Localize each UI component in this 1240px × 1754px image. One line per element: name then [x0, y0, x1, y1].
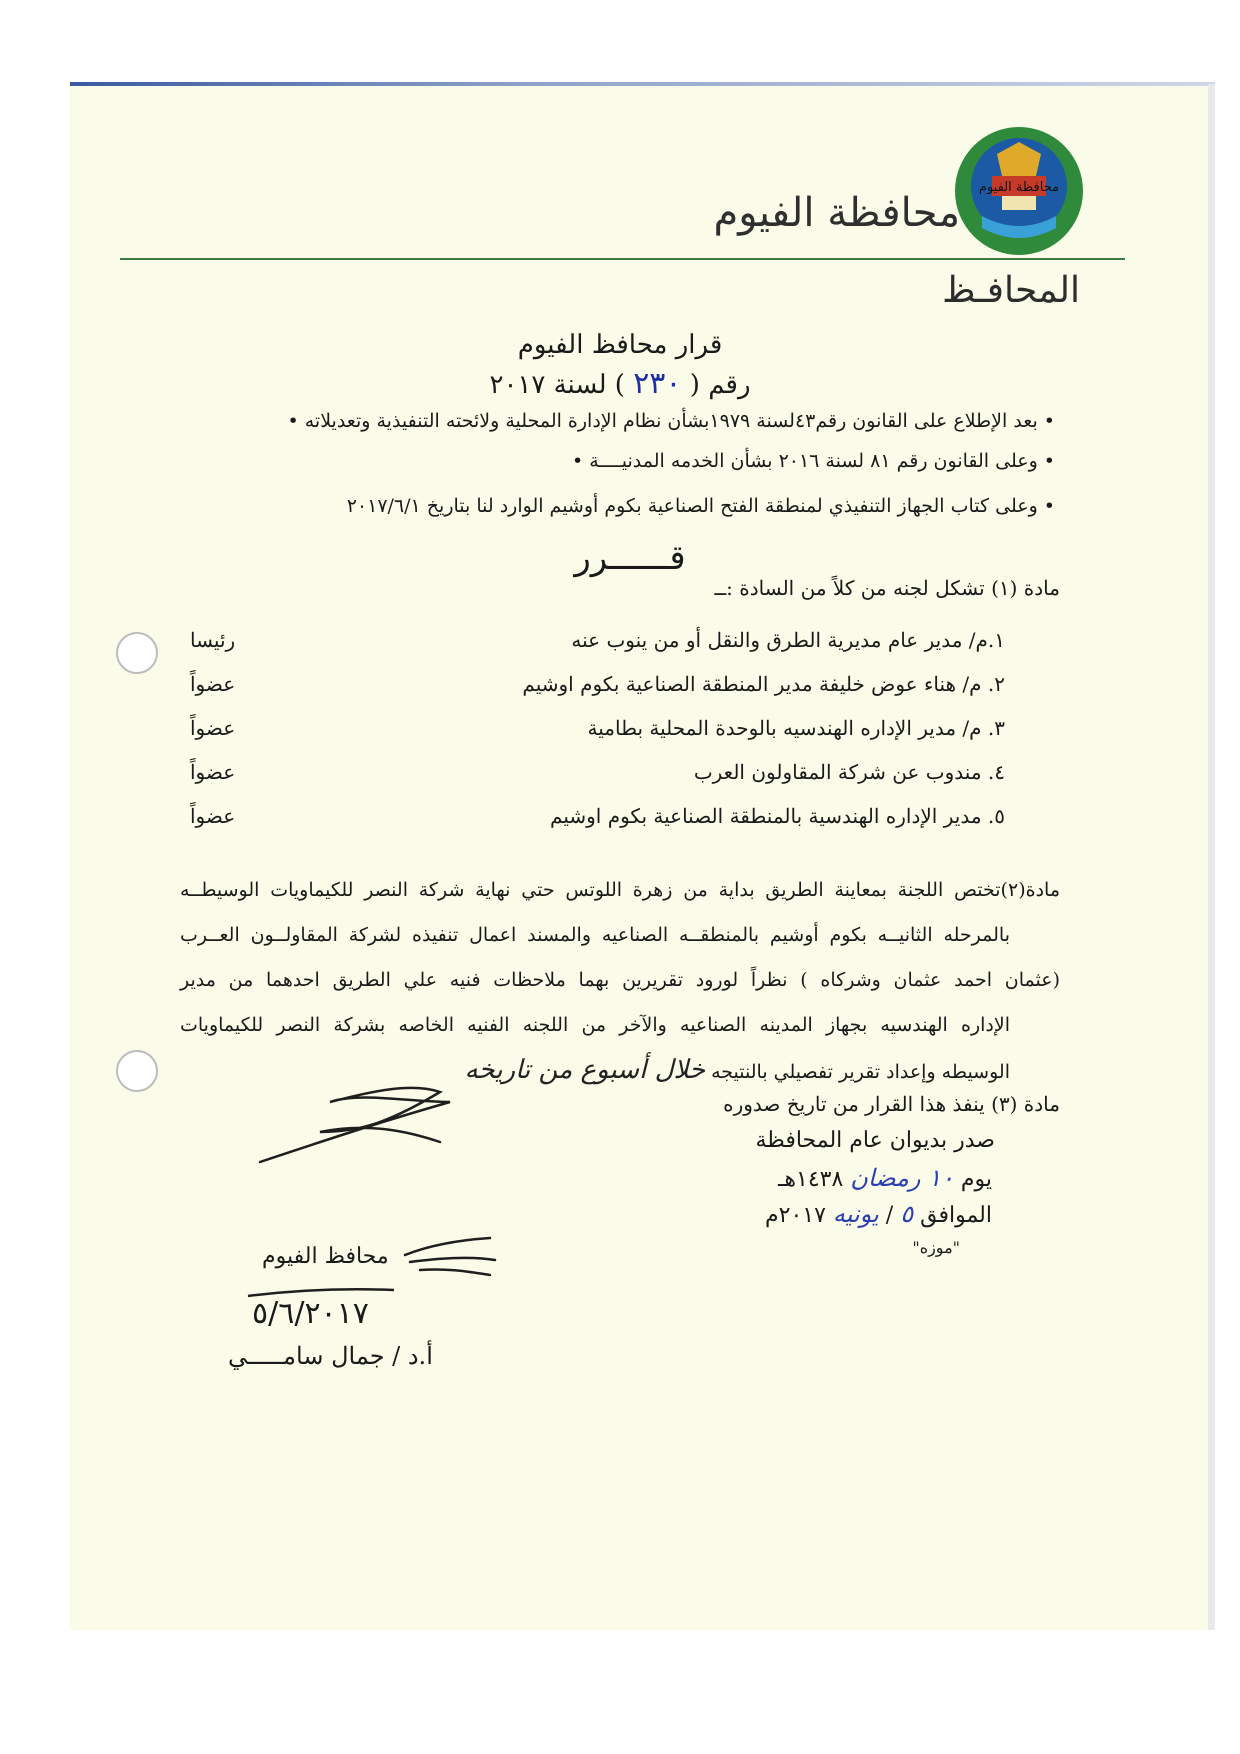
committee-member-row	[180, 672, 1085, 708]
article2-signature-mark	[240, 1062, 480, 1172]
issued-at: صدر بديوان عام المحافظة	[755, 1128, 995, 1153]
preamble-line: • وعلى القانون رقم ٨١ لسنة ٢٠١٦ بشأن الخدمه المدنيــــة •	[572, 450, 1055, 472]
committee-member-row	[180, 760, 1085, 796]
office-title: المحافـظ	[942, 270, 1080, 311]
issuance-day-line	[778, 1164, 992, 1192]
governor-signature-date: ٥/٦/٢٠١٧	[252, 1296, 369, 1331]
member-role: رئيسا	[190, 628, 236, 652]
member-role: عضواً	[190, 760, 236, 784]
committee-member-row	[180, 628, 1085, 664]
member-role: عضواً	[190, 672, 236, 696]
agreement-day: ٥	[900, 1200, 914, 1228]
scan-top-edge	[70, 82, 1215, 86]
governorate-name: محافظة الفيوم	[713, 190, 960, 236]
article2-line: بالمرحله الثانيــه بكوم أوشيم بالمنطقــه الصناعيه والمسند اعمال تنفيذه لشركة المقاولــون العــرب	[180, 924, 1010, 946]
governor-name: أ.د / جمال سامـــــي	[228, 1342, 433, 1370]
member-name: ٢. م/ هناء عوض خليفة مدير المنطقة الصناعية بكوم اوشيم	[522, 672, 1005, 696]
preamble-line: • وعلى كتاب الجهاز التنفيذي لمنطقة الفتح الصناعية بكوم أوشيم الوارد لنا بتاريخ ٢٠١٧/٦/١	[346, 495, 1055, 517]
day-handwritten: ١٠ رمضان	[850, 1164, 954, 1192]
decree-number-prefix: رقم (	[689, 370, 751, 400]
logo-text: محافظة الفيوم	[978, 180, 1060, 195]
decree-number-handwritten: ٢٣٠	[633, 366, 682, 401]
header-divider	[120, 258, 1125, 260]
article2-line: (عثمان احمد عثمان وشركاه ) نظراً لورود تقريرين بهما ملاحظات فنيه علي الطريق احدهما من مدير	[180, 969, 1060, 991]
governor-signature-title: محافظ الفيوم	[262, 1244, 389, 1269]
governor-signature-mark	[400, 1230, 500, 1280]
issuance-agreement-line: الموافق ٥ / يونيه ٢٠١٧م	[765, 1200, 992, 1228]
article2-line: الوسيطه وإعداد تقرير تفصيلي بالنتيجه	[711, 1061, 1010, 1083]
handwritten-addition: خلال أسبوع من تاريخه	[464, 1055, 706, 1085]
governorate-logo-emblem	[952, 124, 1086, 258]
scan-right-edge	[1208, 84, 1215, 1630]
member-name: ٣. م/ مدير الإداره الهندسيه بالوحدة المحلية بطامية	[587, 716, 1005, 740]
article2-line: الإداره الهندسيه بجهاز المدينه الصناعيه والآخر من اللجنه الفنيه الخاصه بشركة النصر للكيماويات	[180, 1014, 1010, 1036]
member-role: عضواً	[190, 804, 236, 828]
decree-title: قرار محافظ الفيوم	[517, 330, 723, 360]
committee-member-row	[180, 804, 1085, 840]
member-role: عضواً	[190, 716, 236, 740]
decided-heading: قــــــرر	[574, 538, 686, 578]
paper-sheet	[70, 84, 1215, 1630]
agreement-label: الموافق	[920, 1203, 992, 1228]
decree-number	[420, 366, 820, 401]
agreement-handwritten: يونيه	[832, 1200, 879, 1228]
decree-number-suffix: ) لسنة ٢٠١٧	[489, 370, 625, 400]
gregorian-year: ٢٠١٧م	[765, 1203, 826, 1228]
article3: مادة (٣) ينفذ هذا القرار من تاريخ صدوره	[723, 1092, 1060, 1116]
day-label: يوم	[960, 1167, 992, 1192]
article2-paragraph	[180, 868, 1060, 1095]
committee-member-row	[180, 716, 1085, 752]
hijri-year: ١٤٣٨هـ	[777, 1167, 844, 1192]
member-name: ١.م/ مدير عام مديرية الطرق والنقل أو من ينوب عنه	[571, 628, 1005, 652]
article1-heading: مادة (١) تشكل لجنه من كلاً من السادة :ــ	[714, 576, 1060, 600]
member-name: ٤. مندوب عن شركة المقاولون العرب	[693, 760, 1005, 784]
punch-hole	[116, 632, 158, 674]
article2-line: مادة(٢)تختص اللجنة بمعاينة الطريق بداية من زهرة اللوتس حتي نهاية شركة النصر للكيماويات الوسيطــه	[180, 879, 1060, 901]
member-name: ٥. مدير الإداره الهندسية بالمنطقة الصناعية بكوم اوشيم	[550, 804, 1005, 828]
preamble-line: • بعد الإطلاع على القانون رقم٤٣لسنة ١٩٧٩بشأن نظام الإدارة المحلية ولائحته التنفيذية وتعديلاته •	[287, 410, 1055, 432]
punch-hole	[116, 1050, 158, 1092]
stamp-word: "موزه"	[912, 1238, 960, 1257]
